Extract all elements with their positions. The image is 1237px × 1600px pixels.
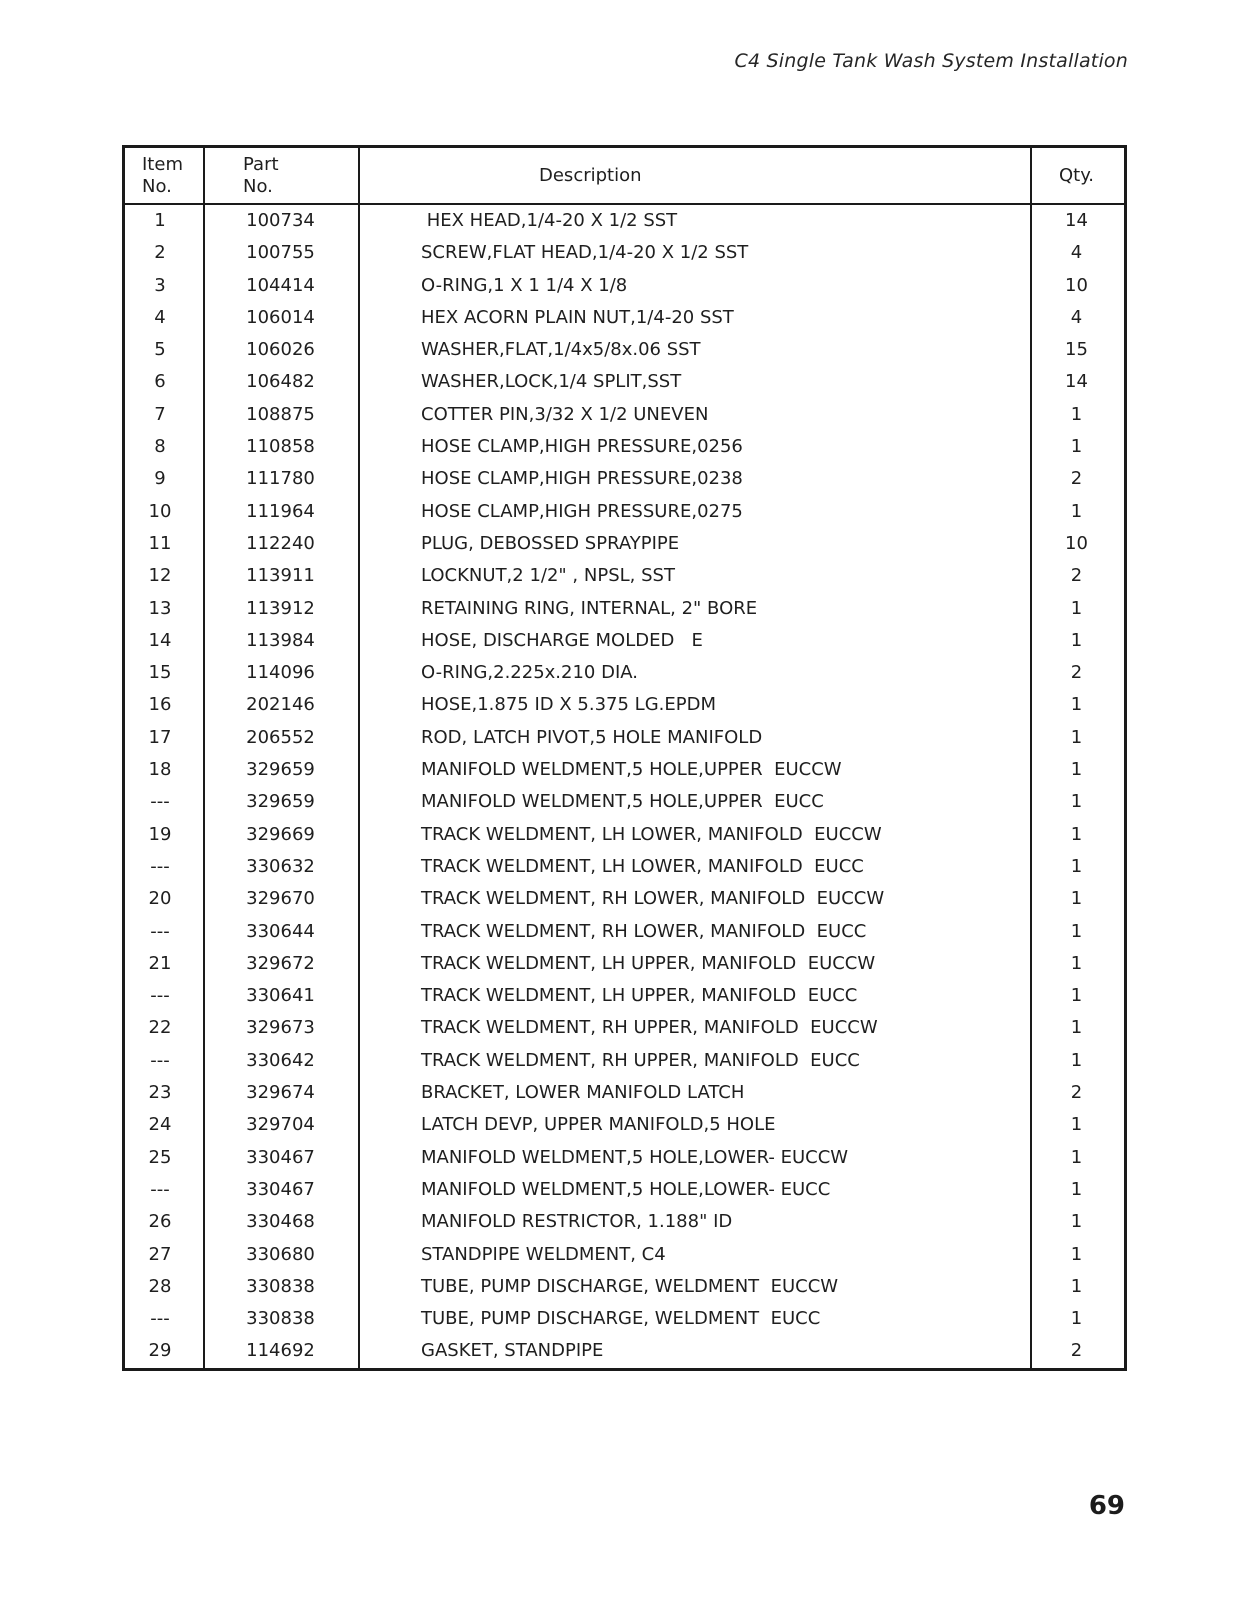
page-number: 69 xyxy=(1088,1491,1125,1521)
part-no-cell: 206552 xyxy=(205,722,360,754)
description-cell: O-RING,2.225x.210 DIA. xyxy=(360,657,1032,689)
part-no-cell: 330641 xyxy=(205,980,360,1012)
part-no-cell: 114692 xyxy=(205,1335,360,1367)
table-row xyxy=(125,237,1124,269)
qty-cell: 1 xyxy=(1070,1146,1083,1168)
header-cell-item-no xyxy=(125,148,205,203)
qty-cell: 1 xyxy=(1070,1049,1083,1071)
table-row xyxy=(125,496,1124,528)
description-cell: TRACK WELDMENT, LH UPPER, MANIFOLD EUCCW xyxy=(360,948,1032,980)
description-cell: MANIFOLD WELDMENT,5 HOLE,LOWER- EUCC xyxy=(360,1174,1032,1206)
description-cell: HOSE CLAMP,HIGH PRESSURE,0238 xyxy=(360,463,1032,495)
description-cell: TRACK WELDMENT, RH UPPER, MANIFOLD EUCC xyxy=(360,1045,1032,1077)
qty-cell: 1 xyxy=(1070,985,1083,1007)
item-no-cell: 7 xyxy=(125,399,205,431)
table-row xyxy=(125,722,1124,754)
part-no-cell: 330632 xyxy=(205,851,360,883)
table-row xyxy=(125,625,1124,657)
header-part-line2: No. xyxy=(243,176,273,197)
part-no-cell: 106482 xyxy=(205,366,360,398)
table-row xyxy=(125,399,1124,431)
description-cell: HEX ACORN PLAIN NUT,1/4-20 SST xyxy=(360,302,1032,334)
item-no-cell: 26 xyxy=(125,1206,205,1238)
qty-cell: 1 xyxy=(1070,1178,1083,1200)
table-row xyxy=(125,1271,1124,1303)
description-cell: TRACK WELDMENT, LH LOWER, MANIFOLD EUCCW xyxy=(360,819,1032,851)
header-cell-description xyxy=(360,148,1032,203)
qty-cell: 2 xyxy=(1070,1340,1083,1362)
qty-cell: 1 xyxy=(1070,694,1083,716)
qty-cell: 2 xyxy=(1070,1082,1083,1104)
description-cell: HOSE,1.875 ID X 5.375 LG.EPDM xyxy=(360,689,1032,721)
description-cell: HOSE CLAMP,HIGH PRESSURE,0275 xyxy=(360,496,1032,528)
part-no-cell: 100755 xyxy=(205,237,360,269)
item-no-cell: 8 xyxy=(125,431,205,463)
qty-cell: 1 xyxy=(1070,920,1083,942)
item-no-cell: 1 xyxy=(125,205,205,237)
description-cell: MANIFOLD WELDMENT,5 HOLE,LOWER- EUCCW xyxy=(360,1142,1032,1174)
qty-cell: 14 xyxy=(1065,371,1088,393)
item-no-cell: --- xyxy=(125,786,205,818)
table-row xyxy=(125,689,1124,721)
table-row xyxy=(125,754,1124,786)
part-no-cell: 329659 xyxy=(205,754,360,786)
part-no-cell: 330680 xyxy=(205,1239,360,1271)
header-description-label: Description xyxy=(539,165,642,186)
header-item-line1: Item xyxy=(142,154,183,175)
part-no-cell: 329704 xyxy=(205,1109,360,1141)
qty-cell: 1 xyxy=(1070,1114,1083,1136)
table-header-row xyxy=(125,148,1124,205)
description-cell: TRACK WELDMENT, RH LOWER, MANIFOLD EUCC xyxy=(360,916,1032,948)
qty-cell: 1 xyxy=(1070,855,1083,877)
table-row xyxy=(125,205,1124,237)
item-no-cell: 23 xyxy=(125,1077,205,1109)
item-no-cell: --- xyxy=(125,916,205,948)
item-no-cell: 28 xyxy=(125,1271,205,1303)
description-cell: TRACK WELDMENT, RH UPPER, MANIFOLD EUCCW xyxy=(360,1012,1032,1044)
part-no-cell: 112240 xyxy=(205,528,360,560)
description-cell: LOCKNUT,2 1/2" , NPSL, SST xyxy=(360,560,1032,592)
table-row xyxy=(125,270,1124,302)
description-cell: HOSE, DISCHARGE MOLDED E xyxy=(360,625,1032,657)
description-cell: WASHER,FLAT,1/4x5/8x.06 SST xyxy=(360,334,1032,366)
part-no-cell: 106014 xyxy=(205,302,360,334)
table-row xyxy=(125,302,1124,334)
part-no-cell: 202146 xyxy=(205,689,360,721)
item-no-cell: 22 xyxy=(125,1012,205,1044)
table-row xyxy=(125,560,1124,592)
item-no-cell: 14 xyxy=(125,625,205,657)
item-no-cell: 29 xyxy=(125,1335,205,1367)
description-cell: HOSE CLAMP,HIGH PRESSURE,0256 xyxy=(360,431,1032,463)
table-row xyxy=(125,883,1124,915)
item-no-cell: 2 xyxy=(125,237,205,269)
item-no-cell: 21 xyxy=(125,948,205,980)
item-no-cell: 3 xyxy=(125,270,205,302)
part-no-cell: 330838 xyxy=(205,1271,360,1303)
item-no-cell: 20 xyxy=(125,883,205,915)
item-no-cell: 10 xyxy=(125,496,205,528)
table-row xyxy=(125,334,1124,366)
qty-cell: 1 xyxy=(1070,597,1083,619)
part-no-cell: 329670 xyxy=(205,883,360,915)
part-no-cell: 330642 xyxy=(205,1045,360,1077)
header-qty-label: Qty. xyxy=(1058,165,1095,186)
table-row xyxy=(125,528,1124,560)
qty-cell: 1 xyxy=(1070,823,1083,845)
item-no-cell: --- xyxy=(125,1174,205,1206)
item-no-cell: 4 xyxy=(125,302,205,334)
description-cell: SCREW,FLAT HEAD,1/4-20 X 1/2 SST xyxy=(360,237,1032,269)
description-cell: BRACKET, LOWER MANIFOLD LATCH xyxy=(360,1077,1032,1109)
item-no-cell: 9 xyxy=(125,463,205,495)
qty-cell: 1 xyxy=(1070,888,1083,910)
item-no-cell: 19 xyxy=(125,819,205,851)
part-no-cell: 106026 xyxy=(205,334,360,366)
part-no-cell: 113911 xyxy=(205,560,360,592)
table-row xyxy=(125,1045,1124,1077)
description-cell: PLUG, DEBOSSED SPRAYPIPE xyxy=(360,528,1032,560)
item-no-cell: 16 xyxy=(125,689,205,721)
description-cell: O-RING,1 X 1 1/4 X 1/8 xyxy=(360,270,1032,302)
table-row xyxy=(125,851,1124,883)
part-no-cell: 110858 xyxy=(205,431,360,463)
parts-table xyxy=(122,145,1127,1371)
qty-cell: 1 xyxy=(1070,1275,1083,1297)
part-no-cell: 104414 xyxy=(205,270,360,302)
item-no-cell: 13 xyxy=(125,593,205,625)
header-cell-part-no xyxy=(205,148,360,203)
qty-cell: 1 xyxy=(1070,1017,1083,1039)
description-cell: TRACK WELDMENT, RH LOWER, MANIFOLD EUCCW xyxy=(360,883,1032,915)
qty-cell: 1 xyxy=(1070,403,1083,425)
item-no-cell: --- xyxy=(125,1303,205,1335)
part-no-cell: 329672 xyxy=(205,948,360,980)
qty-cell: 1 xyxy=(1070,436,1083,458)
table-row xyxy=(125,1109,1124,1141)
qty-cell: 1 xyxy=(1070,726,1083,748)
item-no-cell: --- xyxy=(125,1045,205,1077)
description-cell: STANDPIPE WELDMENT, C4 xyxy=(360,1239,1032,1271)
table-row xyxy=(125,1174,1124,1206)
part-no-cell: 329669 xyxy=(205,819,360,851)
qty-cell: 1 xyxy=(1070,629,1083,651)
part-no-cell: 111780 xyxy=(205,463,360,495)
description-cell: ROD, LATCH PIVOT,5 HOLE MANIFOLD xyxy=(360,722,1032,754)
description-cell: RETAINING RING, INTERNAL, 2" BORE xyxy=(360,593,1032,625)
part-no-cell: 329659 xyxy=(205,786,360,818)
qty-cell: 2 xyxy=(1070,468,1083,490)
description-cell: MANIFOLD WELDMENT,5 HOLE,UPPER EUCCW xyxy=(360,754,1032,786)
description-cell: TUBE, PUMP DISCHARGE, WELDMENT EUCC xyxy=(360,1303,1032,1335)
qty-cell: 1 xyxy=(1070,759,1083,781)
part-no-cell: 330467 xyxy=(205,1174,360,1206)
item-no-cell: 24 xyxy=(125,1109,205,1141)
item-no-cell: 18 xyxy=(125,754,205,786)
description-cell: TUBE, PUMP DISCHARGE, WELDMENT EUCCW xyxy=(360,1271,1032,1303)
item-no-cell: --- xyxy=(125,851,205,883)
table-row xyxy=(125,980,1124,1012)
description-cell: WASHER,LOCK,1/4 SPLIT,SST xyxy=(360,366,1032,398)
page-title: C4 Single Tank Wash System Installation xyxy=(734,50,1128,72)
description-cell: MANIFOLD RESTRICTOR, 1.188" ID xyxy=(360,1206,1032,1238)
table-row xyxy=(125,819,1124,851)
qty-cell: 1 xyxy=(1070,1308,1083,1330)
qty-cell: 1 xyxy=(1070,952,1083,974)
part-no-cell: 330467 xyxy=(205,1142,360,1174)
item-no-cell: 25 xyxy=(125,1142,205,1174)
item-no-cell: 11 xyxy=(125,528,205,560)
table-row xyxy=(125,1142,1124,1174)
item-no-cell: 5 xyxy=(125,334,205,366)
qty-cell: 1 xyxy=(1070,1243,1083,1265)
table-row xyxy=(125,786,1124,818)
qty-cell: 1 xyxy=(1070,500,1083,522)
qty-cell: 1 xyxy=(1070,1211,1083,1233)
table-row xyxy=(125,1206,1124,1238)
table-row xyxy=(125,463,1124,495)
table-body xyxy=(125,205,1124,1368)
table-row xyxy=(125,431,1124,463)
qty-cell: 15 xyxy=(1065,339,1088,361)
description-cell: GASKET, STANDPIPE xyxy=(360,1335,1032,1367)
part-no-cell: 329674 xyxy=(205,1077,360,1109)
part-no-cell: 114096 xyxy=(205,657,360,689)
description-cell: MANIFOLD WELDMENT,5 HOLE,UPPER EUCC xyxy=(360,786,1032,818)
item-no-cell: 6 xyxy=(125,366,205,398)
table-row xyxy=(125,1335,1124,1367)
part-no-cell: 113984 xyxy=(205,625,360,657)
part-no-cell: 330644 xyxy=(205,916,360,948)
part-no-cell: 330838 xyxy=(205,1303,360,1335)
table-row xyxy=(125,657,1124,689)
table-row xyxy=(125,593,1124,625)
item-no-cell: 15 xyxy=(125,657,205,689)
qty-cell: 4 xyxy=(1070,306,1083,328)
description-cell: TRACK WELDMENT, LH UPPER, MANIFOLD EUCC xyxy=(360,980,1032,1012)
qty-cell: 10 xyxy=(1065,532,1088,554)
item-no-cell: 12 xyxy=(125,560,205,592)
item-no-cell: --- xyxy=(125,980,205,1012)
qty-cell: 1 xyxy=(1070,791,1083,813)
description-cell: TRACK WELDMENT, LH LOWER, MANIFOLD EUCC xyxy=(360,851,1032,883)
description-cell: LATCH DEVP, UPPER MANIFOLD,5 HOLE xyxy=(360,1109,1032,1141)
table-row xyxy=(125,916,1124,948)
part-no-cell: 108875 xyxy=(205,399,360,431)
table-row xyxy=(125,1012,1124,1044)
qty-cell: 2 xyxy=(1070,662,1083,684)
part-no-cell: 113912 xyxy=(205,593,360,625)
part-no-cell: 330468 xyxy=(205,1206,360,1238)
item-no-cell: 17 xyxy=(125,722,205,754)
table-row xyxy=(125,1239,1124,1271)
part-no-cell: 111964 xyxy=(205,496,360,528)
part-no-cell: 100734 xyxy=(205,205,360,237)
header-cell-qty xyxy=(1032,148,1121,203)
description-cell: COTTER PIN,3/32 X 1/2 UNEVEN xyxy=(360,399,1032,431)
header-item-line2: No. xyxy=(142,176,172,197)
qty-cell: 2 xyxy=(1070,565,1083,587)
qty-cell: 14 xyxy=(1065,210,1088,231)
table-row xyxy=(125,948,1124,980)
qty-cell: 10 xyxy=(1065,274,1088,296)
description-cell: HEX HEAD,1/4-20 X 1/2 SST xyxy=(360,205,1032,237)
header-part-line1: Part xyxy=(243,154,279,175)
qty-cell: 4 xyxy=(1070,242,1083,264)
table-row xyxy=(125,1303,1124,1335)
item-no-cell: 27 xyxy=(125,1239,205,1271)
table-row xyxy=(125,1077,1124,1109)
table-row xyxy=(125,366,1124,398)
part-no-cell: 329673 xyxy=(205,1012,360,1044)
